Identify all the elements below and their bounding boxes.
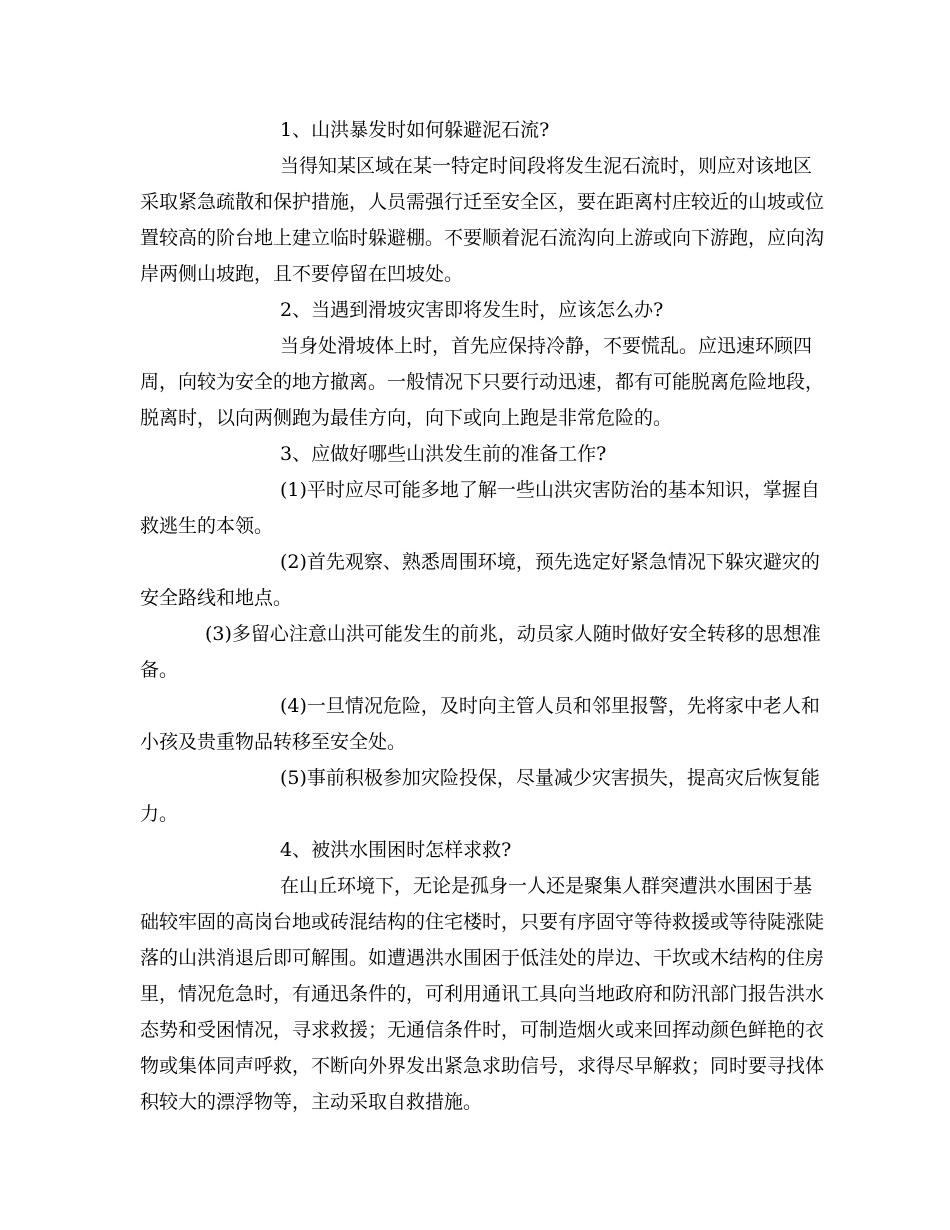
paragraph-line: 采取紧急疏散和保护措施，人员需强行迁至安全区，要在距离村庄较近的山坡或位: [140, 191, 825, 213]
list-item-line: 备。: [140, 659, 179, 681]
list-item-line: (5)事前积极参加灾险投保，尽量减少灾害损失，提高灾后恢复能: [280, 767, 820, 789]
paragraph-line: 物或集体同声呼救，不断向外界发出紧急求助信号，求得尽早解救；同时要寻找体: [140, 1055, 825, 1077]
list-item-line: (2)首先观察、熟悉周围环境，预先选定好紧急情况下躲灾避灾的: [280, 551, 820, 573]
paragraph-line: 里，情况危急时，有通迅条件的，可利用通讯工具向当地政府和防汛部门报告洪水: [140, 983, 825, 1005]
list-item-line: (4)一旦情况危险，及时向主管人员和邻里报警，先将家中老人和: [280, 695, 820, 717]
paragraph-line: 落的山洪消退后即可解围。如遭遇洪水围困于低洼处的岸边、干坎或木结构的住房: [140, 947, 825, 969]
heading-q1: 1、山洪暴发时如何躲避泥石流?: [280, 119, 550, 141]
heading-q2: 2、当遇到滑坡灾害即将发生时，应该怎么办?: [280, 299, 664, 321]
list-item-line: 力。: [140, 803, 179, 825]
list-item-line: 安全路线和地点。: [140, 587, 293, 609]
heading-q3: 3、应做好哪些山洪发生前的准备工作?: [280, 443, 607, 465]
paragraph-line: 脱离时，以向两侧跑为最佳方向，向下或向上跑是非常危险的。: [140, 407, 673, 429]
paragraph-line: 周，向较为安全的地方撤离。一般情况下只要行动迅速，都有可能脱离危险地段，: [140, 371, 825, 393]
paragraph-line: 岸两侧山坡跑，且不要停留在凹坡处。: [140, 263, 464, 285]
paragraph-line: 当得知某区域在某一特定时间段将发生泥石流时，则应对该地区: [280, 155, 813, 177]
list-item-line: (3)多留心注意山洪可能发生的前兆，动员家人随时做好安全转移的思想准: [205, 623, 821, 645]
paragraph-line: 当身处滑坡体上时，首先应保持冷静，不要慌乱。应迅速环顾四: [280, 335, 813, 357]
paragraph-line: 态势和受困情况，寻求救援；无通信条件时，可制造烟火或来回挥动颜色鲜艳的衣: [140, 1019, 825, 1041]
paragraph-line: 在山丘环境下，无论是孤身一人还是聚集人群突遭洪水围困于基: [280, 875, 813, 897]
paragraph-line: 础较牢固的高岗台地或砖混结构的住宅楼时，只要有序固守等待救援或等待陡涨陡: [140, 911, 825, 933]
heading-q4: 4、被洪水围困时怎样求救?: [280, 839, 512, 861]
list-item-line: 救逃生的本领。: [140, 515, 274, 537]
list-item-line: (1)平时应尽可能多地了解一些山洪灾害防治的基本知识，掌握自: [280, 479, 820, 501]
list-item-line: 小孩及贵重物品转移至安全处。: [140, 731, 407, 753]
paragraph-line: 积较大的漂浮物等，主动采取自救措施。: [140, 1091, 483, 1113]
paragraph-line: 置较高的阶台地上建立临时躲避棚。不要顺着泥石流沟向上游或向下游跑，应向沟: [140, 227, 825, 249]
